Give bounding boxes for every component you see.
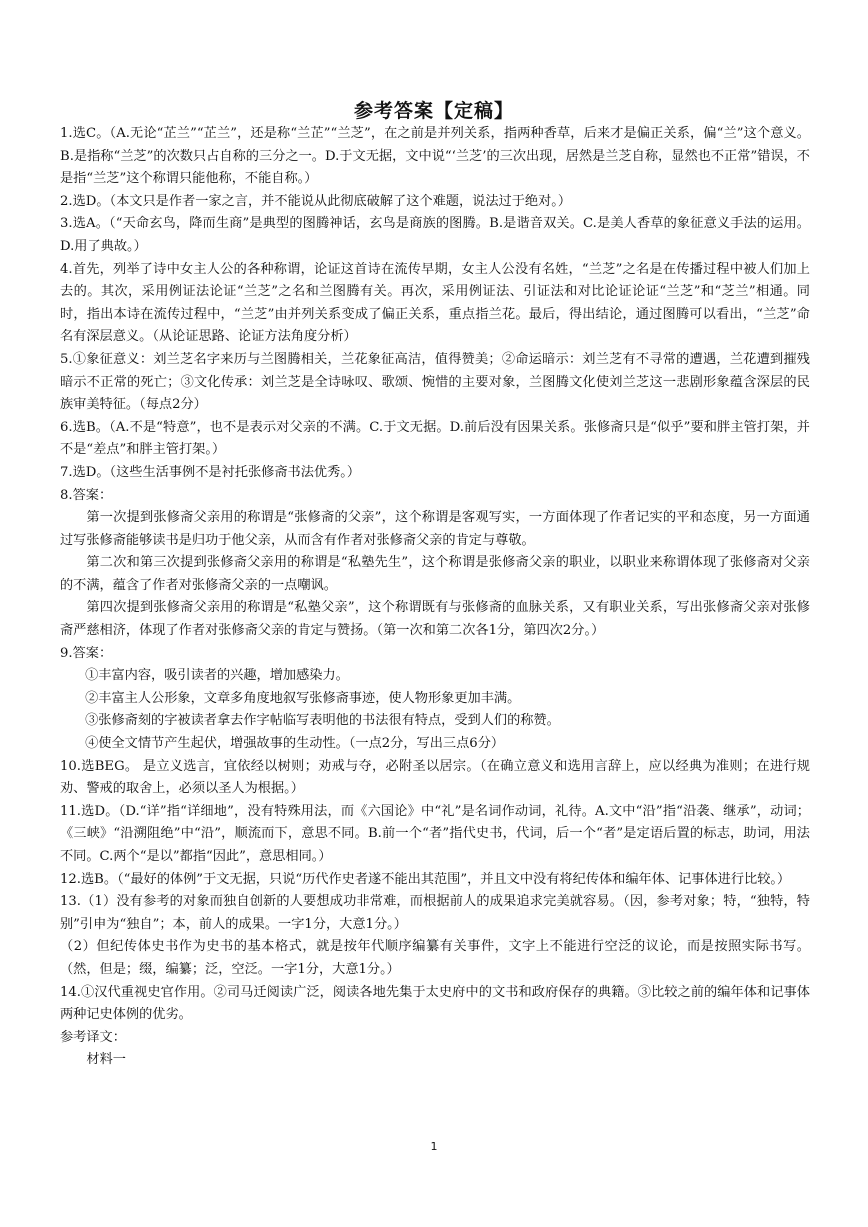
answer-11: 11.选D。（D.“详”指“详细地”，没有特殊用法，而《六国论》中“礼”是名词作动词，礼待。A.文中“沿”指“沿袭、继承”，动词；《三峡》“沿溯阻绝”中“沿”，顺流而下，意思不同。B.前一个“者”指代史书，代词，后一个“者”是定语后置的标志，助词，用法不同。C.两个“是以”都指“因此”，意思相同。）	[60, 803, 810, 864]
answer-1: 1.选C。（A.无论“芷兰”“芷兰”，还是称“兰芷”“兰芝”，在之前是并列关系，指两种香草，后来才是偏正关系，偏“兰”这个意义。B.是指称“兰芝”的次数只占自称的三分之一。D.于文无据，文中说“‘兰芝’的三次出现，居然是兰芝自称，显然也不正常”错误，不是指“兰芝”这个称谓只能他称，不能自称。）	[60, 126, 810, 187]
page-title: 参考答案【定稿】	[353, 100, 514, 122]
answer-9-point-4: ④使全文情节产生起伏，增强故事的生动性。（一点2分，写出三点6分）	[85, 736, 505, 752]
answer-9-heading: 9.答案：	[60, 645, 113, 661]
answer-14: 14.①汉代重视史官作用。②司马迁阅读广泛，阅读各地先集于太史府中的文书和政府保存的典籍。③比较之前的编年体和记事体两种记史体例的优劣。	[60, 984, 810, 1023]
answer-9-point-3: ③张修斋刻的字被读者拿去作字帖临写表明他的书法很有特点，受到人们的称赞。	[85, 713, 560, 729]
answer-6: 6.选B。（A.不是“特意”，也不是表示对父亲的不满。C.于文无据。D.前后没有因果关系。张修斋只是“似乎”要和胖主管打架，并不是“差点”和胖主管打架。）	[60, 419, 810, 458]
answer-3: 3.选A。（“天命玄鸟，降而生商”是典型的图腾神话，玄鸟是商族的图腾。B.是谐音双关。C.是美人香草的象征意义手法的运用。D.用了典故。）	[60, 216, 810, 254]
answer-13-part-2: （2）但纪传体史书作为史书的基本格式，就是按年代顺序编纂有关事件，文字上不能进行空泛的议论，而是按照实际书写。（然，但是；缀，编纂；泛，空泛。一字1分，大意1分。）	[60, 939, 810, 977]
answer-9-point-2: ②丰富主人公形象，文章多角度地叙写张修斋事迹，使人物形象更加丰满。	[85, 690, 521, 706]
answer-5: 5.①象征意义：刘兰芝名字来历与兰图腾相关，兰花象征高洁，值得赞美；②命运暗示：刘兰芝有不寻常的遭遇，兰花遭到摧残暗示不正常的死亡；③文化传承：刘兰芝是全诗咏叹、歌颂、惋惜的主要对象，兰图腾文化使刘兰芝这一悲剧形象蕴含深层的民族审美特征。（每点2分）	[60, 351, 810, 413]
answer-4: 4.首先，列举了诗中女主人公的各种称谓，论证这首诗在流传早期，女主人公没有名姓，“兰芝”之名是在传播过程中被人们加上去的。其次，采用例证法论证“兰芝”之名和兰图腾有关。再次，采用例证法、引证法和对比论证论证“兰芝”和“芝兰”相通。同时，指出本诗在流传过程中，“兰芝”由并列关系变成了偏正关系，重点指兰花。最后，得出结论，通过图腾可以看出，“兰芝”命名有深层意义。（从论证思路、论证方法角度分析）	[60, 261, 810, 345]
answer-7: 7.选D。（这些生活事例不是衬托张修斋书法优秀。）	[60, 464, 361, 480]
answer-8-heading: 8.答案：	[60, 487, 113, 503]
answer-8-para-2: 第二次和第三次提到张修斋父亲用的称谓是“私塾先生”，这个称谓是张修斋父亲的职业，以职业来称谓体现了张修斋对父亲的不满，蕴含了作者对张修斋父亲的一点嘲讽。	[60, 555, 810, 593]
page-number: 1	[430, 1140, 438, 1153]
answer-9-point-1: ①丰富内容，吸引读者的兴趣，增加感染力。	[85, 668, 349, 684]
material-one-label: 材料一	[86, 1052, 126, 1068]
answer-8-para-1: 第一次提到张修斋父亲用的称谓是“张修斋的父亲”，这个称谓是客观写实，一方面体现了作者记实的平和态度，另一方面通过写张修斋能够读书是归功于他父亲，从而含有作者对张修斋父亲的肯定与尊敬。	[60, 510, 810, 548]
answer-2: 2.选D。（本文只是作者一家之言，并不能说从此彻底破解了这个难题，说法过于绝对。）	[60, 193, 572, 209]
answer-12: 12.选B。（“最好的体例”于文无据，只说“历代作史者遂不能出其范围”，并且文中没有将纪传体和编年体、记事体进行比较。）	[60, 871, 791, 887]
answer-13-part-1: 13.（1）没有参考的对象而独自创新的人要想成功非常难，而根据前人的成果追求完美就容易。（因，参考对象；特，“独特，特别”引申为“独自”；本，前人的成果。一字1分，大意1分。）	[60, 894, 810, 932]
answer-10: 10.选BEG。 是立义选言，宜依经以树则；劝戒与夺，必附圣以居宗。（在确立意义和选用言辞上，应以经典为准则；在进行规劝、警戒的取舍上，必须以圣人为根据。）	[60, 758, 810, 797]
answer-body	[60, 123, 810, 1072]
answer-8-para-3: 第四次提到张修斋父亲用的称谓是“私塾父亲”，这个称谓既有与张修斋的血脉关系，又有职业关系，写出张修斋父亲对张修斋严慈相济，体现了作者对张修斋父亲的肯定与赞扬。（第一次和第二次各1分，第四次2分。）	[60, 600, 810, 639]
translation-heading: 参考译文：	[60, 1029, 126, 1045]
